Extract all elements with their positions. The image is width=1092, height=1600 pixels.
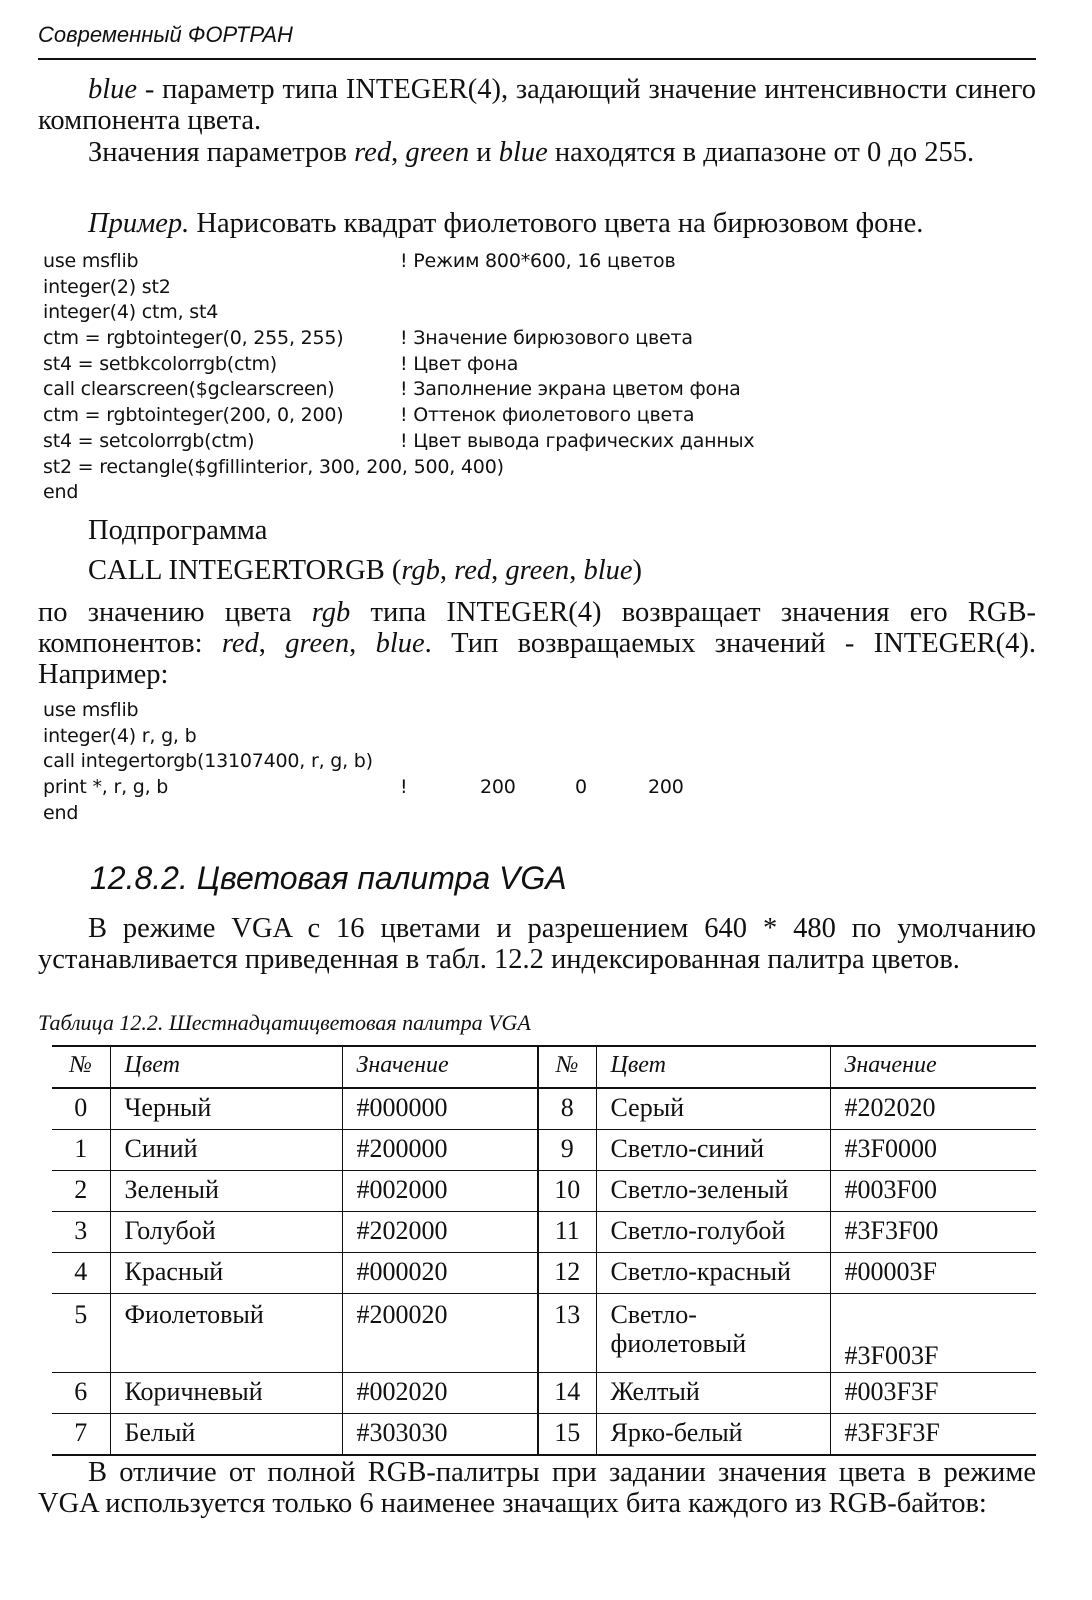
code-text: end	[43, 801, 79, 824]
code-comment: ! Оттенок фиолетового цвета	[400, 404, 695, 427]
arg: green	[505, 555, 570, 586]
example-paragraph	[38, 208, 1036, 239]
col-number: №	[538, 1046, 596, 1088]
cell-number: 7	[52, 1414, 110, 1456]
cell-number: 3	[52, 1212, 110, 1253]
col-color: Цвет	[596, 1046, 830, 1088]
cell-number: 11	[538, 1212, 596, 1253]
cell-color-value: #00003F	[830, 1253, 1036, 1294]
code-text: integer(4) r, g, b	[43, 724, 197, 747]
cell-number: 1	[52, 1130, 110, 1171]
output-value: 0	[575, 776, 587, 799]
table-row	[52, 1373, 1036, 1414]
code-line	[43, 749, 373, 775]
cell-color-value: #002000	[342, 1171, 538, 1212]
cell-color-value: #200020	[342, 1294, 538, 1373]
cell-color-name: Коричневый	[110, 1373, 342, 1414]
cell-color-value: #003F3F	[830, 1373, 1036, 1414]
code-text: use msflib	[43, 250, 139, 272]
cell-number: 6	[52, 1373, 110, 1414]
subroutine-signature: CALL INTEGERTORGB (rgb, red, green, blue)	[88, 555, 643, 586]
integertorgb-paragraph	[38, 597, 1036, 690]
code-line	[43, 724, 373, 750]
code-comment: ! Цвет фона	[400, 352, 519, 375]
cell-color-value: #000000	[342, 1088, 538, 1130]
cell-color-name: Ярко-белый	[596, 1414, 830, 1456]
code-line	[43, 403, 695, 429]
code-text: print *, r, g, b	[43, 776, 169, 799]
arg: blue	[583, 555, 633, 586]
code-comment: !	[400, 776, 408, 799]
code-text: use msflib	[43, 699, 139, 721]
example-label: Пример.	[88, 208, 190, 239]
code-text: st4 = setbkcolorrgb(ctm)	[43, 352, 278, 375]
cell-color-value: #000020	[342, 1253, 538, 1294]
table-row	[52, 1294, 1036, 1373]
cell-color-name: Зеленый	[110, 1171, 342, 1212]
cell-number: 13	[538, 1294, 596, 1373]
cell-number: 15	[538, 1414, 596, 1456]
running-head: Современный ФОРТРАН	[38, 22, 293, 47]
text: ,	[391, 137, 406, 168]
col-value: Значение	[342, 1046, 538, 1088]
code-text: integer(2) st2	[43, 275, 171, 298]
code-line	[43, 429, 755, 455]
header-rule	[38, 58, 1036, 60]
cell-color-name: Красный	[110, 1253, 342, 1294]
section-heading: 12.8.2. Цветовая палитра VGA	[90, 860, 567, 896]
param-name: blue	[498, 137, 548, 168]
cell-number: 9	[538, 1130, 596, 1171]
code-line	[43, 275, 504, 301]
code-text: end	[43, 481, 79, 504]
cell-number: 0	[52, 1088, 110, 1130]
table-row	[52, 1130, 1036, 1171]
text: типа INTEGER(4) возвращает значения его RGB-компонентов:	[38, 597, 1036, 659]
code-text: st4 = setcolorrgb(ctm)	[43, 429, 255, 452]
text: и	[469, 137, 499, 168]
table-row	[52, 1171, 1036, 1212]
param-blue-paragraph	[38, 74, 1036, 136]
vga-palette-table	[52, 1045, 1036, 1456]
closing-paragraph: В отличие от полной RGB-палитры при задании значения цвета в режиме VGA используется только 6 наименее значащих бита каждого из RGB-байтов:	[38, 1457, 1036, 1519]
text: находятся в диапазоне от 0 до 255.	[547, 137, 975, 168]
param-name: blue	[88, 74, 138, 105]
cell-number: 5	[52, 1294, 110, 1373]
vga-paragraph: В режиме VGA с 16 цветами и разрешением 640 * 480 по умолчанию устанавливается приведенная в табл. 12.2 индексированная палитра цветов.	[38, 913, 1036, 975]
code-line	[43, 801, 373, 827]
cell-color-name: Светло-голубой	[596, 1212, 830, 1253]
table-caption: Таблица 12.2. Шестнадцатицветовая палитра VGA	[38, 1010, 531, 1035]
param-name: green	[285, 628, 350, 659]
arg: red	[454, 555, 492, 586]
param-name: red	[354, 137, 392, 168]
subroutine-label: Подпрограмма	[88, 515, 268, 546]
param-name: green	[405, 137, 470, 168]
cell-number: 4	[52, 1253, 110, 1294]
table-row	[52, 1212, 1036, 1253]
code-text: ctm = rgbtointeger(0, 255, 255)	[43, 327, 344, 350]
paren: )	[632, 555, 643, 586]
cell-color-name: Фиолетовый	[110, 1294, 342, 1373]
code-comment: ! Режим 800*600, 16 цветов	[400, 250, 676, 272]
code-line	[43, 698, 373, 724]
arg: rgb	[401, 555, 440, 586]
code-line	[43, 300, 504, 326]
cell-color-name: Белый	[110, 1414, 342, 1456]
table-row	[52, 1414, 1036, 1456]
cell-color-value: #200000	[342, 1130, 538, 1171]
cell-color-value: #3F3F3F	[830, 1414, 1036, 1456]
cell-color-value: #3F3F00	[830, 1212, 1036, 1253]
text: . Тип возвращаемых значений - INTEGER(4). Например:	[38, 628, 1036, 690]
param-name: rgb	[311, 597, 351, 628]
code-text: st2 = rectangle($gfillinterior, 300, 200, 500, 400)	[43, 455, 504, 478]
text: Значения параметров	[88, 137, 355, 168]
code-text: integer(4) ctm, st4	[43, 301, 219, 324]
code-line	[43, 377, 741, 403]
cell-color-value: #002020	[342, 1373, 538, 1414]
cell-number: 10	[538, 1171, 596, 1212]
col-number: №	[52, 1046, 110, 1088]
cell-number: 8	[538, 1088, 596, 1130]
code-text: call clearscreen($gclearscreen)	[43, 378, 335, 401]
output-value: 200	[648, 776, 684, 799]
cell-color-value: #3F003F	[830, 1294, 1036, 1373]
text: ,	[258, 628, 286, 659]
col-value: Значение	[830, 1046, 1036, 1088]
range-paragraph	[38, 137, 1036, 168]
col-color: Цвет	[110, 1046, 342, 1088]
cell-color-value: #303030	[342, 1414, 538, 1456]
cell-color-name: Светло-зеленый	[596, 1171, 830, 1212]
code-comment: ! Заполнение экрана цветом фона	[400, 378, 741, 401]
cell-color-name: Голубой	[110, 1212, 342, 1253]
cell-color-value: #3F0000	[830, 1130, 1036, 1171]
code-line	[43, 455, 504, 481]
param-name: blue	[375, 628, 425, 659]
code-comment: ! Значение бирюзового цвета	[400, 327, 693, 350]
code-line	[43, 326, 693, 352]
code-line	[43, 775, 684, 801]
text: ,	[349, 628, 376, 659]
call-keyword: CALL INTEGERTORGB (	[88, 555, 402, 586]
code-text: call integertorgb(13107400, r, g, b)	[43, 750, 373, 773]
code-line	[43, 480, 504, 506]
cell-color-value: #202020	[830, 1088, 1036, 1130]
table-header-row	[52, 1046, 1036, 1088]
code-listing-1	[43, 249, 755, 506]
code-line	[43, 352, 519, 378]
table-row	[52, 1088, 1036, 1130]
cell-color-value: #202000	[342, 1212, 538, 1253]
cell-color-name: Синий	[110, 1130, 342, 1171]
cell-color-name: Желтый	[596, 1373, 830, 1414]
text: Нарисовать квадрат фиолетового цвета на бирюзовом фоне.	[189, 208, 924, 239]
param-text: - параметр типа INTEGER(4), задающий значение интенсивности синего компонента цвета.	[38, 74, 1036, 136]
cell-color-value: #003F00	[830, 1171, 1036, 1212]
cell-color-name: Светло-фиолетовый	[596, 1294, 830, 1373]
code-text: ctm = rgbtointeger(200, 0, 200)	[43, 404, 344, 427]
code-comment: ! Цвет вывода графических данных	[400, 429, 755, 452]
text: по значению цвета	[38, 597, 312, 628]
code-line	[43, 249, 676, 275]
cell-number: 14	[538, 1373, 596, 1414]
table-row	[52, 1253, 1036, 1294]
cell-color-name: Светло-синий	[596, 1130, 830, 1171]
cell-number: 12	[538, 1253, 596, 1294]
output-value: 200	[480, 776, 516, 799]
cell-number: 2	[52, 1171, 110, 1212]
cell-color-name: Светло-красный	[596, 1253, 830, 1294]
cell-color-name: Серый	[596, 1088, 830, 1130]
param-name: red	[221, 628, 259, 659]
cell-color-name: Черный	[110, 1088, 342, 1130]
code-listing-2	[43, 698, 684, 826]
